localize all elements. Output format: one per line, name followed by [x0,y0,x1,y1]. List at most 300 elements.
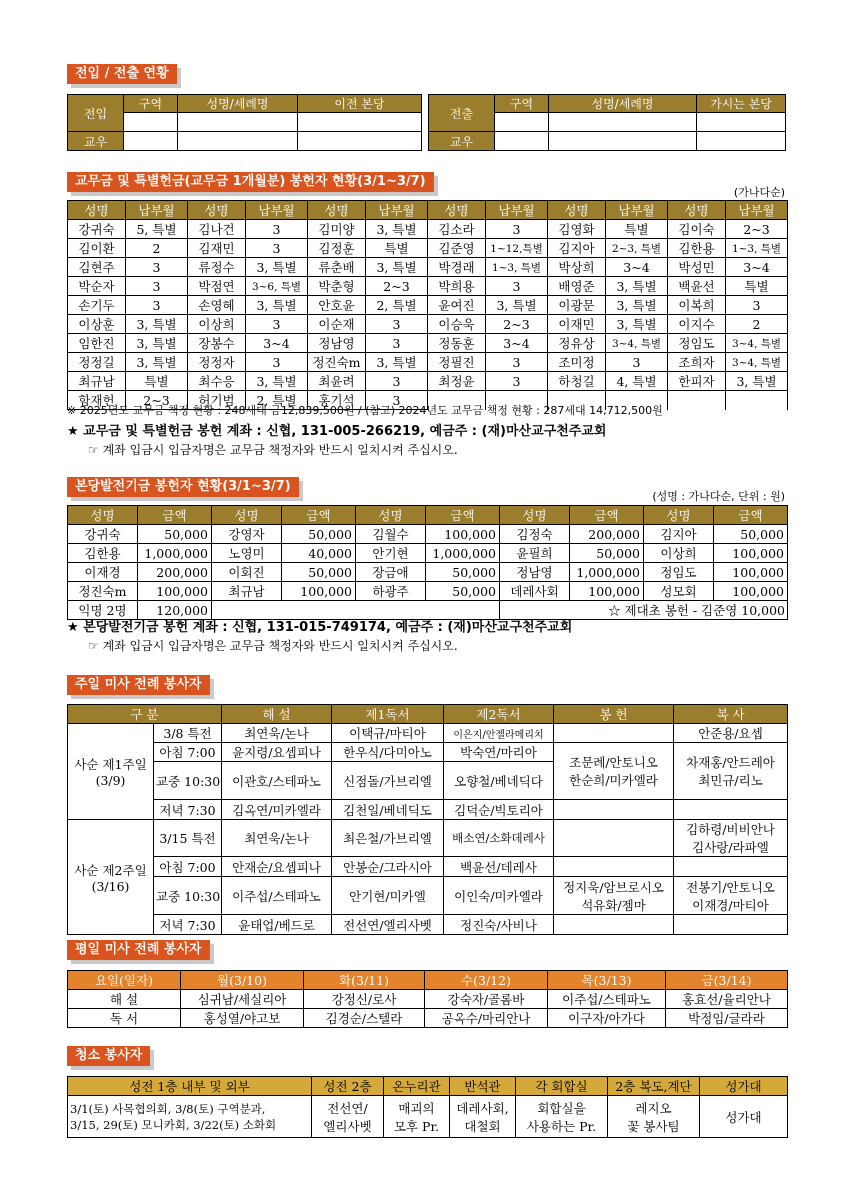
donor-name: 안기현 [356,544,426,563]
cell [554,857,674,877]
header-name: 성명 [500,506,570,525]
member-name: 손기두 [68,296,126,315]
paid-months: 5, 특별 [126,220,188,239]
amount: 1,000,000 [570,563,644,582]
cell: 3/1(토) 사목협의회, 3/8(토) 구역분과, 3/15, 29(토) 모니카회, 3/22(토) 소화회 [68,1096,312,1138]
table-row [68,296,788,315]
paid-months: 3~6, 특별 [246,277,308,296]
week1-label: 사순 제1주일 (3/9) [68,724,154,820]
member-name: 박순자 [68,277,126,296]
transfer-out-table [428,94,786,151]
dues-title: 교무금 및 특별헌금(교무금 1개월분) 봉헌자 현황(3/1~3/7) [67,172,434,192]
dues-table [67,200,788,410]
amount: 200,000 [570,525,644,544]
building-remit-note: ☞ 계좌 입금시 입금자명은 교무금 책정자와 반드시 일치시켜 주십시오. [88,639,458,653]
member-name: 김영화 [548,220,606,239]
paid-months: 2~3, 특별 [606,239,668,258]
donor-name: 데레사회 [500,582,570,601]
transfer-title: 전입 / 전출 연황 [67,64,177,84]
amount: 100,000 [714,544,788,563]
amount: 200,000 [138,563,212,582]
cell: 안재순/요셉피나 [222,857,332,877]
amount: 100,000 [714,582,788,601]
donor-name: 정남영 [500,563,570,582]
table-row [68,544,788,563]
header-month: 납부월 [246,201,308,220]
donor-name: 강귀숙 [68,525,138,544]
member-name: 정유상 [548,334,606,353]
member-name: 장봉수 [188,334,246,353]
time: 저녁 7:30 [154,800,222,820]
cell [554,820,674,857]
row-label: 독 서 [68,1009,181,1028]
member-name: 함재헌 [68,391,126,410]
paid-months: 3~4, 특별 [606,334,668,353]
header-name: 성명 [548,201,606,220]
header: 봉 헌 [554,705,674,724]
cell: 최은철/가브리엘 [332,820,444,857]
member-name: 박춘형 [308,277,366,296]
amount: 50,000 [426,582,500,601]
paid-months: 2, 특별 [366,296,428,315]
cell [124,132,178,151]
amount: 120,000 [138,601,212,620]
paid-months: 2 [126,239,188,258]
paid-months: 3, 특별 [246,258,308,277]
member-name: 이지수 [668,315,726,334]
dues-order-note: (가나다순) [733,186,785,199]
cell: 차재홍/안드레아 최민규/리노 [674,743,788,800]
member-name: 정정자 [188,353,246,372]
cell: 정진숙/사비나 [444,915,554,935]
building-title: 본당발전기금 봉헌자 현황(3/1~3/7) [67,477,299,497]
paid-months: 3, 특별 [126,334,188,353]
member-name: 박희용 [428,277,486,296]
member-name: 김준영 [428,239,486,258]
paid-months: 3 [606,353,668,372]
donor-name: 김월수 [356,525,426,544]
header: 이전 본당 [298,95,422,113]
cell: 전선연/ 엘리사벳 [312,1096,384,1138]
donor-name: 이상희 [644,544,714,563]
paid-months: 3 [486,353,548,372]
cell [697,132,786,151]
paid-months: 3~4 [486,334,548,353]
paid-months: 특별 [606,220,668,239]
paid-months: 3, 특별 [126,353,188,372]
header: 금(3/14) [666,971,788,990]
paid-months: 2 [726,315,788,334]
cell: 성가대 [700,1096,788,1138]
paid-months: 2~3 [126,391,188,410]
amount: 100,000 [282,582,356,601]
amount: 40,000 [282,544,356,563]
cell: 레지오 꽃 봉사팀 [608,1096,700,1138]
cell: 조문례/안토니오 한순희/미카엘라 [554,743,674,800]
cell: 이주섭/스테파노 [548,990,666,1009]
paid-months: 3, 특별 [246,372,308,391]
paid-months: 3 [126,258,188,277]
header-name: 성명 [644,506,714,525]
paid-months: 3 [486,277,548,296]
member-name: 김나건 [188,220,246,239]
paid-months: 3~4, 특별 [726,334,788,353]
donor-name: 김정숙 [500,525,570,544]
donor-name: 윤필희 [500,544,570,563]
cell [495,113,549,132]
dues-remit-note: ☞ 계좌 입금시 입금자명은 교무금 책정자와 반드시 일치시켜 주십시오. [88,443,458,457]
member-name: 이광문 [548,296,606,315]
cell: 전봉기/안토니오 이재경/마티아 [674,877,788,915]
paid-months: 3, 특별 [366,220,428,239]
header-name: 성명 [68,506,138,525]
cleaning-table [67,1076,788,1138]
paid-months: 3, 특별 [366,258,428,277]
paid-months: 1~3, 특별 [486,258,548,277]
member-name: 박점연 [188,277,246,296]
member-name: 정진숙m [308,353,366,372]
paid-months: 3 [366,334,428,353]
member-name: 최규남 [68,372,126,391]
cell [674,915,788,935]
member-name: 강귀숙 [68,220,126,239]
header-name: 성명 [308,201,366,220]
cell: 최연욱/논나 [222,724,332,743]
header-name: 성명 [356,506,426,525]
header-month: 납부월 [486,201,548,220]
time: 아침 7:00 [154,743,222,762]
member-name: 홍기석 [308,391,366,410]
member-name: 박성민 [668,258,726,277]
cell: 배소연/소화데레사 [444,820,554,857]
member-name: 한피자 [668,372,726,391]
building-table [67,505,788,620]
paid-months: 3~4 [246,334,308,353]
paid-months: 3, 특별 [606,277,668,296]
member-name: 이재민 [548,315,606,334]
cell: 이관호/스테파노 [222,762,332,800]
donor-name: 강영자 [212,525,282,544]
paid-months: 3 [366,372,428,391]
cell [697,113,786,132]
header-name: 성명 [668,201,726,220]
paid-months: 3, 특별 [126,315,188,334]
donor-name: 노영미 [212,544,282,563]
paid-months: 3 [366,315,428,334]
dues-account: ★ 교무금 및 특별헌금 봉헌 계좌 : 신협, 131-005-266219, 예금주 : (재)마산교구천주교회 [67,424,607,439]
time: 아침 7:00 [154,857,222,877]
cell: 안기현/미카엘 [332,877,444,915]
member-name: 김한용 [668,239,726,258]
table-row [68,315,788,334]
paid-months: 3 [126,277,188,296]
cell: 홍효선/율리안나 [666,990,788,1009]
table-row [68,334,788,353]
member-name: 김이환 [68,239,126,258]
paid-months: 3 [246,315,308,334]
cell: 회합실을 사용하는 Pr. [516,1096,608,1138]
amount: 50,000 [714,525,788,544]
header: 복 사 [674,705,788,724]
cell: 이은지/안젤라메리치 [444,724,554,743]
cell: 강숙자/골롬바 [425,990,548,1009]
header: 해 설 [222,705,332,724]
amount: 50,000 [138,525,212,544]
paid-months: 4, 특별 [606,372,668,391]
member-name: 김이숙 [668,220,726,239]
donor-name: 정진숙m [68,582,138,601]
header: 구 분 [68,705,222,724]
cell: 전선연/엘리사벳 [332,915,444,935]
header-month: 납부월 [606,201,668,220]
member-name: 박경래 [428,258,486,277]
amount: 100,000 [138,582,212,601]
member-name: 김소라 [428,220,486,239]
member-name: 허기범 [188,391,246,410]
member-name: 김재민 [188,239,246,258]
member-name: 이상희 [188,315,246,334]
amount: 1,000,000 [426,544,500,563]
paid-months: 3, 특별 [366,353,428,372]
paid-months: 2, 특별 [246,391,308,410]
table-row [68,525,788,544]
member-name: 김현주 [68,258,126,277]
time: 3/8 특전 [154,724,222,743]
cell [124,113,178,132]
paid-months: 3~4 [606,258,668,277]
paid-months: 1~12,특별 [486,239,548,258]
cell [674,800,788,820]
transfer-in-label: 전입 [68,95,124,132]
amount: 100,000 [426,525,500,544]
amount: 100,000 [570,582,644,601]
paid-months: 1~3, 특별 [726,239,788,258]
cell: 김천일/베네딕도 [332,800,444,820]
week2-label: 사순 제2주일 (3/16) [68,820,154,935]
table-row [68,372,788,391]
table-row [68,277,788,296]
cell [554,800,674,820]
member-name: 최정윤 [428,372,486,391]
paid-months: 3 [486,372,548,391]
header: 구역 [124,95,178,113]
member-name: 하청길 [548,372,606,391]
amount: 50,000 [570,544,644,563]
member-name: 김미양 [308,220,366,239]
paid-months: 2~3 [486,315,548,334]
cell: 정지욱/암브로시오 석유화/젬마 [554,877,674,915]
donor-name: 익명 2명 [68,601,138,620]
member-name: 이상훈 [68,315,126,334]
header-month: 납부월 [366,201,428,220]
cell: 심귀남/세실리아 [181,990,304,1009]
header: 화(3/11) [304,971,425,990]
paid-months: 3 [246,353,308,372]
member-name: 윤여진 [428,296,486,315]
donor-name: 장금애 [356,563,426,582]
sunday-table [67,704,788,935]
paid-months: 특별 [126,372,188,391]
header: 온누리관 [384,1077,450,1096]
member-name: 김정훈 [308,239,366,258]
member-name: 류정수 [188,258,246,277]
cell: 김덕순/빅토리아 [444,800,554,820]
member-name: 정남영 [308,334,366,353]
transfer-in-table [67,94,422,151]
header: 성명/세례명 [178,95,298,113]
cell: 매괴의 모후 Pr. [384,1096,450,1138]
table-row [68,582,788,601]
member-name: 김지아 [548,239,606,258]
cell: 이구자/아가다 [548,1009,666,1028]
paid-months: 3~4 [726,258,788,277]
member-name: 최윤려 [308,372,366,391]
donor-name: 김한용 [68,544,138,563]
cell [554,915,674,935]
header-amount: 금액 [138,506,212,525]
time: 3/15 특전 [154,820,222,857]
amount: 1,000,000 [138,544,212,563]
cell [178,132,298,151]
cell: 박정임/글라라 [666,1009,788,1028]
cell: 신점돌/가브리엘 [332,762,444,800]
paid-months: 3 [366,391,428,410]
member-name: 정동훈 [428,334,486,353]
paid-months [726,391,788,410]
special-offering: ☆ 제대초 봉헌 - 김준영 10,000 [500,601,788,620]
cell: 데레사회, 대철회 [450,1096,516,1138]
dues-footnote: ※ 2025년도 교무금 책정 현황 : 248세대 금12,839,500원 / (참고) 2024년도 교무금 책정 현황 : 287세대 14,712,500원 [67,404,663,417]
member-name: 정필진 [428,353,486,372]
member-name: 최수응 [188,372,246,391]
header: 성가대 [700,1077,788,1096]
cell: 공옥수/마리안나 [425,1009,548,1028]
member-name: 임한진 [68,334,126,353]
paid-months: 3 [726,296,788,315]
paid-months: 3 [246,220,308,239]
cell [178,113,298,132]
header: 요일(일자) [68,971,181,990]
header: 제2독서 [444,705,554,724]
paid-months: 3, 특별 [246,296,308,315]
member-name: 배영준 [548,277,606,296]
gyowu-label: 교우 [68,132,124,151]
cell: 윤지령/요셉피나 [222,743,332,762]
paid-months: 3, 특별 [606,296,668,315]
member-name: 류춘배 [308,258,366,277]
time: 교중 10:30 [154,877,222,915]
paid-months: 3~4, 특별 [726,353,788,372]
member-name: 안호윤 [308,296,366,315]
paid-months: 3 [126,296,188,315]
amount: 50,000 [282,525,356,544]
time: 교중 10:30 [154,762,222,800]
header: 목(3/13) [548,971,666,990]
cell: 박숙연/마리아 [444,743,554,762]
cell: 이주섭/스테파노 [222,877,332,915]
transfer-out-label: 전출 [429,95,495,132]
member-name [668,391,726,410]
building-order-note: (성명 : 가나다순, 단위 : 원) [652,490,785,503]
cell [298,132,422,151]
cell: 오향철/베네딕다 [444,762,554,800]
amount: 50,000 [282,563,356,582]
paid-months: 3, 특별 [486,296,548,315]
cell [495,132,549,151]
header: 구역 [495,95,549,113]
header-name: 성명 [212,506,282,525]
member-name: 조희자 [668,353,726,372]
member-name: 이복희 [668,296,726,315]
table-row [68,220,788,239]
cell: 김옥연/미카엘라 [222,800,332,820]
cell: 김하령/비비안나 김사랑/라파엘 [674,820,788,857]
cell: 안봉순/그라시아 [332,857,444,877]
gyowu-label: 교우 [429,132,495,151]
paid-months: 특별 [726,277,788,296]
member-name: 정정길 [68,353,126,372]
donor-name: 정임도 [644,563,714,582]
header: 월(3/10) [181,971,304,990]
header: 2층 복도,계단 [608,1077,700,1096]
paid-months: 2~3 [366,277,428,296]
time: 저녁 7:30 [154,915,222,935]
cell: 안준용/요셉 [674,724,788,743]
paid-months: 특별 [366,239,428,258]
amount: 50,000 [426,563,500,582]
donor-name: 성모회 [644,582,714,601]
cell [549,113,697,132]
member-name: 조미정 [548,353,606,372]
member-name: 손영혜 [188,296,246,315]
header: 각 회합실 [516,1077,608,1096]
paid-months: 3, 특별 [606,315,668,334]
paid-months: 3 [246,239,308,258]
cell: 이인숙/미카엘라 [444,877,554,915]
weekday-table [67,970,788,1028]
header-amount: 금액 [282,506,356,525]
header: 성전 2층 [312,1077,384,1096]
donor-name: 하광주 [356,582,426,601]
header-amount: 금액 [714,506,788,525]
sunday-title: 주일 미사 전례 봉사자 [67,675,210,695]
table-row [68,563,788,582]
weekday-title: 평일 미사 전례 봉사자 [67,940,210,960]
donor-name: 김지아 [644,525,714,544]
table-row [68,258,788,277]
header-amount: 금액 [570,506,644,525]
cell [554,724,674,743]
row-label: 해 설 [68,990,181,1009]
cell: 강정신/로사 [304,990,425,1009]
member-name: 이순재 [308,315,366,334]
donor-name: 최규남 [212,582,282,601]
amount: 100,000 [714,563,788,582]
header-name: 성명 [68,201,126,220]
donor-name: 이회진 [212,563,282,582]
header: 성명/세례명 [549,95,697,113]
table-row [68,239,788,258]
header-month: 납부월 [726,201,788,220]
header: 성전 1층 내부 및 외부 [68,1077,312,1096]
header: 제1독서 [332,705,444,724]
paid-months: 3, 특별 [726,372,788,391]
header-name: 성명 [428,201,486,220]
member-name: 백윤선 [668,277,726,296]
header: 수(3/12) [425,971,548,990]
member-name: 박상희 [548,258,606,277]
header-amount: 금액 [426,506,500,525]
